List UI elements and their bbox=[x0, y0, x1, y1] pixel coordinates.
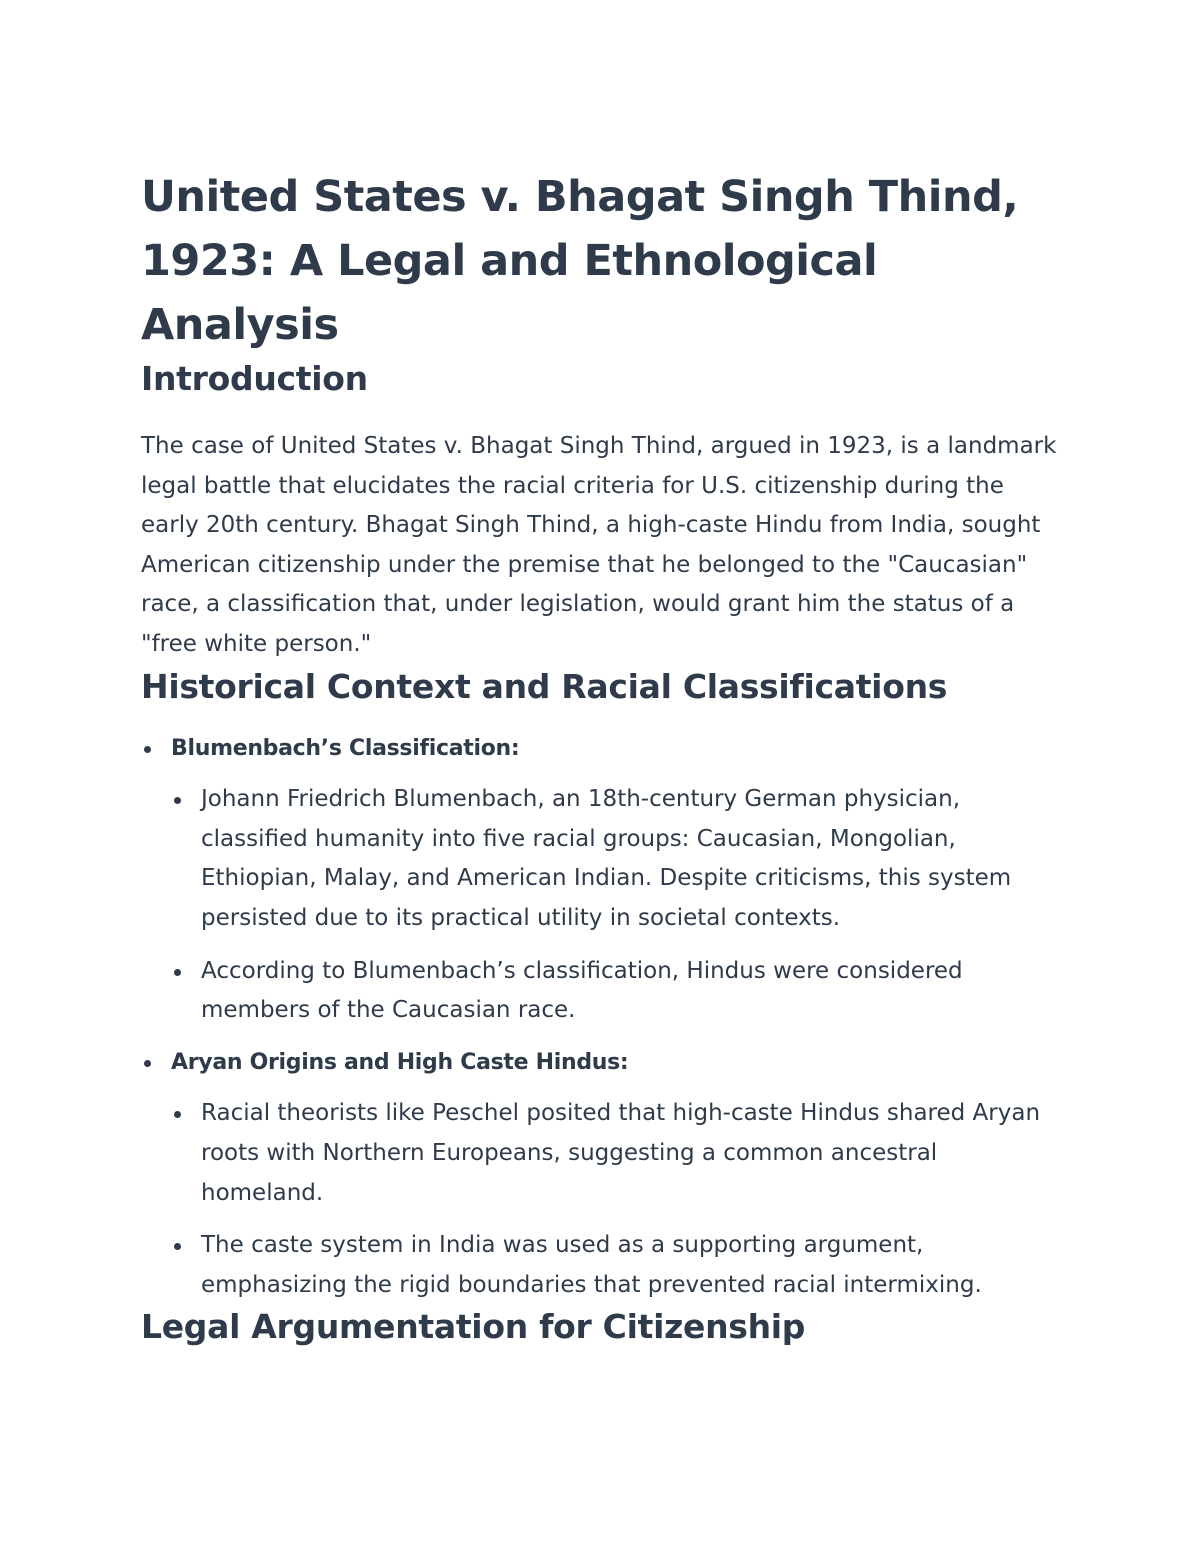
sub-bullet-list bbox=[171, 780, 1066, 1031]
bullet-icon bbox=[174, 797, 181, 804]
list-item bbox=[141, 1043, 1066, 1306]
sub-list-item-text: Johann Friedrich Blumenbach, an 18th-century German physician, classified humanity into five racial groups: Caucasian, Mongolian, Ethiopian, Malay, and American Indian. Despite criticisms, this system persisted due to its practical utility in societal contexts. bbox=[201, 786, 1012, 931]
sub-list-item-text: Racial theorists like Peschel posited that high-caste Hindus shared Aryan roots with Northern Europeans, suggesting a common ancestral homeland. bbox=[201, 1100, 1041, 1206]
sub-list-item bbox=[171, 1226, 1066, 1305]
list-item-heading: Aryan Origins and High Caste Hindus: bbox=[171, 1049, 629, 1075]
section-heading-legal-argumentation: Legal Argumentation for Citizenship bbox=[141, 1307, 806, 1347]
section-heading-introduction: Introduction bbox=[141, 359, 368, 398]
bullet-icon bbox=[144, 1060, 151, 1067]
bullet-icon bbox=[174, 1111, 181, 1118]
sub-list-item bbox=[171, 780, 1066, 938]
document-title: United States v. Bhagat Singh Thind, 1923: A Legal and Ethnological Analysis bbox=[141, 172, 1019, 350]
bullet-icon bbox=[174, 969, 181, 976]
bullet-icon bbox=[174, 1243, 181, 1250]
sub-bullet-list bbox=[171, 1094, 1066, 1305]
sub-list-item bbox=[171, 952, 1066, 1031]
list-item-heading: Blumenbach’s Classification: bbox=[171, 735, 520, 761]
introduction-paragraph: The case of United States v. Bhagat Singh Thind, argued in 1923, is a landmark legal battle that elucidates the racial criteria for U.S. citizenship during the early 20th century. Bhagat Singh Thind, a high-caste Hindu from India, sought American citizenship under the premise that he belonged to the "Caucasian" race, a classification that, under legislation, would grant him the status of a "free white person." bbox=[141, 433, 1057, 657]
document-page bbox=[141, 165, 1066, 1349]
historical-bullet-list bbox=[141, 729, 1066, 1306]
sub-list-item-text: According to Blumenbach’s classification, Hindus were considered members of the Caucasian race. bbox=[201, 957, 963, 1024]
section-heading-historical-context: Historical Context and Racial Classifications bbox=[141, 666, 948, 706]
list-item bbox=[141, 729, 1066, 1031]
bullet-icon bbox=[144, 746, 151, 753]
sub-list-item-text: The caste system in India was used as a supporting argument, emphasizing the rigid boundaries that prevented racial intermixing. bbox=[201, 1232, 982, 1298]
sub-list-item bbox=[171, 1094, 1066, 1213]
